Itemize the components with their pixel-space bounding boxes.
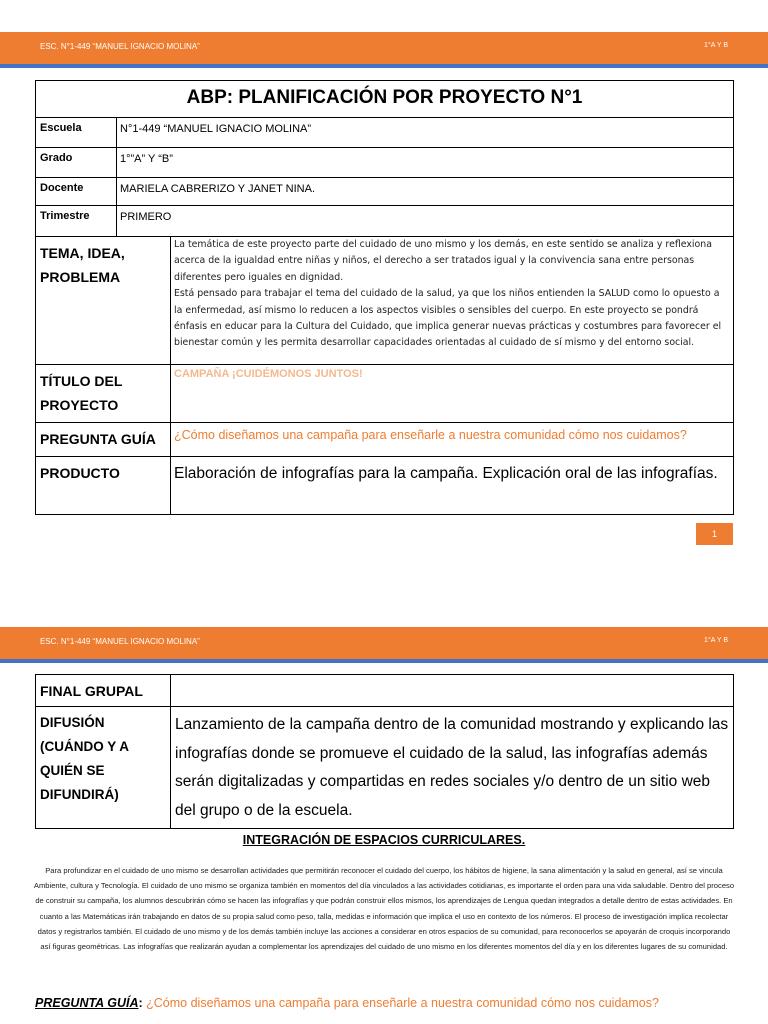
pregunta-guia-question: ¿Cómo diseñamos una campaña para enseñarle a nuestra comunidad cómo nos cuidamos? [146,996,659,1010]
final-grupal-label: FINAL GRUPAL [36,675,171,707]
producto-value: Elaboración de infografías para la campaña. Explicación oral de las infografías. [171,457,734,515]
header-grade-tag: 1°A Y B [704,42,728,49]
titulo-value: CAMPAÑA ¡CUIDÉMONOS JUNTOS! [171,365,734,423]
header-school-name: ESC. N°1-449 “MANUEL IGNACIO MOLINA” [40,42,200,51]
titulo-label: TÍTULO DEL PROYECTO [36,365,171,423]
difusion-label: DIFUSIÓN (CUÁNDO Y A QUIÉN SE DIFUNDIRÁ) [36,707,171,829]
row-escuela [36,118,734,148]
trimestre-label: Trimestre [36,206,117,237]
page-header-band-2 [0,627,768,663]
row-producto [36,457,734,515]
header-school-name-2: ESC. N°1-449 “MANUEL IGNACIO MOLINA” [40,637,200,646]
page-header-band [0,32,768,68]
escuela-value: N°1-449 “MANUEL IGNACIO MOLINA” [117,118,734,148]
row-docente [36,178,734,206]
row-grado [36,148,734,178]
planning-title: ABP: PLANIFICACIÓN POR PROYECTO N°1 [36,81,734,118]
row-difusion [36,707,734,829]
row-trimestre [36,206,734,237]
row-tema [36,237,734,365]
difusion-table [35,674,734,829]
row-titulo [36,365,734,423]
page-number: 1 [696,523,733,545]
pregunta-guia-line [35,996,659,1010]
difusion-value: Lanzamiento de la campaña dentro de la comunidad mostrando y explicando las infografías donde se promueve el cuidado de la salud, las infografías además serán digitalizadas y compartidas en redes sociales y/o dentro de un sitio web del grupo o de la escuela. [171,707,734,829]
tema-description [171,237,734,365]
tema-paragraph-1: La temática de este proyecto parte del cuidado de uno mismo y los demás, en este sentido se analiza y reflexiona acerca de la igualdad entre niñas y niños, el derecho a ser tratados igual y la convivencia sana entre personas diferentes pero iguales en dignidad. [174,239,712,283]
row-pregunta [36,423,734,457]
final-grupal-value [171,675,734,707]
pregunta-guia-label: PREGUNTA GUÍA [35,996,139,1010]
tema-paragraph-2: Está pensado para trabajar el tema del cuidado de la salud, ya que los niños entienden la SALUD como lo opuesto a la enfermedad, así mismo lo reducen a los aspectos visibles o sensibles del cuerpo. En este proyecto se pondrá énfasis en educar para la Cultura del Cuidado, que implica generar nuevas prácticas y costumbres para favorecer el bienestar común y les permita desarrollar capacidades orientadas al cuidado de sí mismo y del entorno social. [174,288,722,349]
tema-label: TEMA, IDEA, PROBLEMA [36,237,171,365]
integracion-title: INTEGRACIÓN DE ESPACIOS CURRICULARES. [242,833,526,847]
producto-label: PRODUCTO [36,457,171,515]
docente-label: Docente [36,178,117,206]
escuela-label: Escuela [36,118,117,148]
grado-value: 1°”A” Y “B” [117,148,734,178]
row-final-grupal [36,675,734,707]
planning-table [35,80,734,515]
pregunta-guia-colon: : [138,996,143,1010]
trimestre-value: PRIMERO [117,206,734,237]
header-grade-tag-2: 1°A Y B [704,637,728,644]
integracion-paragraph: Para profundizar en el cuidado de uno mismo se desarrollan actividades que permitirán reconocer el cuidado del cuerpo, los hábitos de higiene, la sana alimentación y la salud en general, así se vincula Ambiente, cultura y Tecnología. El cuidado de uno mismo se organiza también en momentos del día vinculados a las actividades cotidianas, es importante el orden para una vida saludable. Dentro del proceso de construir su campaña, los alumnos descubrirán cómo se hacen las infografías y que podrán construir ellos mismos, los aprendizajes de Lengua quedan integrados a detalle dentro de estas actividades. En cuanto a las Matemáticas irán trabajando en datos de su propia salud como peso, talla, medidas e información que implica el uso en contexto de los números. El proceso de investigación implica recolectar datos y registrarlos también. El cuidado de uno mismo y de los demás también incluye las acciones a considerar en otros espacios de su comunidad, para reconocerlos se apoyarán de croquis incorporando así figuras geométricas. Las infografías que realizarán ayudan a complementar los aprendizajes del cuidado de uno mismo en los diferentes momentos del día y en los diferentes lugares de su comunidad. [33,866,735,952]
pregunta-value: ¿Cómo diseñamos una campaña para enseñarle a nuestra comunidad cómo nos cuidamos? [171,423,734,457]
pregunta-label: PREGUNTA GUÍA [36,423,171,457]
docente-value: MARIELA CABRERIZO Y JANET NINA. [117,178,734,206]
grado-label: Grado [36,148,117,178]
